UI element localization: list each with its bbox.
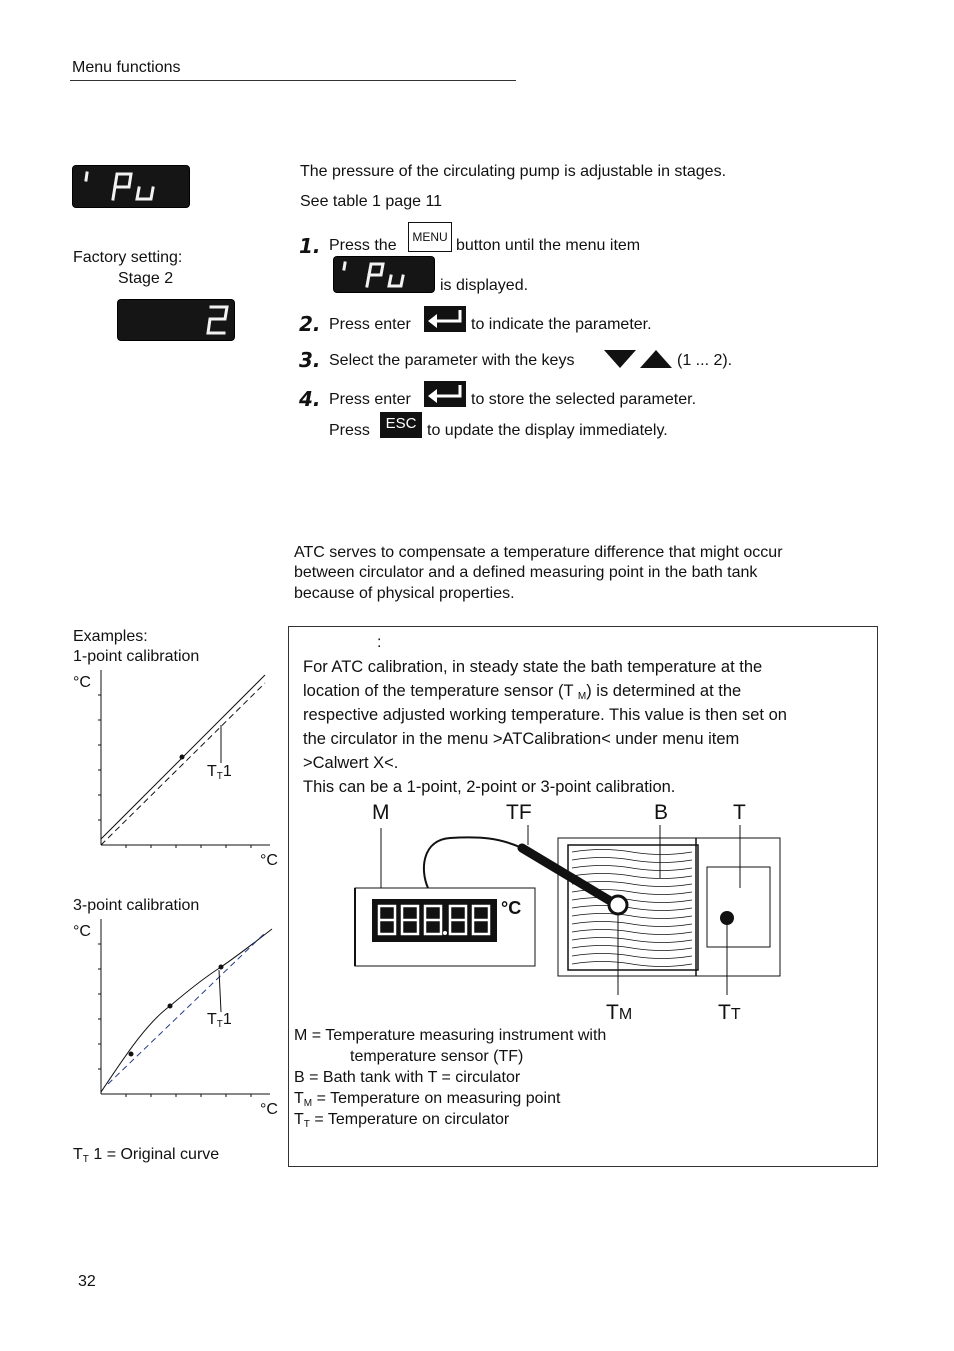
enter-key-icon-2	[424, 381, 466, 407]
step-4-line2: Press	[329, 422, 370, 439]
original-curve-text: 1 = Original curve	[93, 1146, 220, 1163]
factory-setting-value: Stage 2	[118, 270, 174, 287]
chart2-annotation: $T_T1$	[207, 1011, 232, 1030]
legend-tm-sub: M	[303, 1098, 313, 1109]
box-line-2-tail: ) is determined at the	[586, 682, 742, 700]
step-1-text: Press the	[329, 237, 397, 254]
atc-setup-diagram	[350, 820, 790, 1005]
step-1-text-after: button until the menu item	[456, 237, 641, 254]
box-line-6: This can be a 1-point, 2-point or 3-point calibration.	[303, 778, 676, 796]
step-1-number: 1.	[299, 234, 321, 258]
step-3-text: Select the parameter with the keys	[329, 352, 575, 369]
page-number: 32	[78, 1273, 96, 1290]
page-header: Menu functions	[72, 59, 181, 76]
box-line-5: >Calwert X<.	[303, 754, 399, 772]
step-3-text-after: (1 ... 2).	[677, 352, 733, 369]
box-line-4: the circulator in the menu >ATCalibration< under menu item	[303, 730, 740, 748]
step-2-text-after: to indicate the parameter.	[471, 316, 652, 333]
esc-key: ESC	[380, 412, 422, 438]
box-line-3: respective adjusted working temperature. This value is then set on	[303, 706, 787, 724]
atc-intro-2: between circulator and a defined measuring point in the bath tank	[294, 564, 758, 581]
step-3-number: 3.	[299, 348, 321, 372]
diagram-label-t: T	[733, 801, 746, 824]
diagram-label-tt	[718, 1000, 741, 1028]
tt-sub: T	[730, 1006, 741, 1023]
diagram-label-tf: TF	[506, 801, 532, 824]
factory-setting-label: Factory setting:	[73, 249, 183, 266]
tt-t: T	[718, 1001, 731, 1024]
lcd-display-ipu-small	[334, 257, 434, 292]
legend-tt	[294, 1110, 509, 1135]
examples-label: Examples:	[73, 628, 148, 645]
step-4-number: 4.	[299, 387, 321, 411]
diagram-label-b: B	[654, 801, 669, 824]
step-4-text-after: to store the selected parameter.	[471, 391, 697, 408]
tm-sub: M	[618, 1006, 633, 1023]
legend-tt-text: = Temperature on circulator	[309, 1111, 510, 1128]
chart2-annotation-num: 1	[222, 1011, 232, 1028]
legend-tm-pre: T	[294, 1090, 304, 1107]
diagram-label-tm	[606, 1000, 632, 1028]
atc-intro-3: because of physical properties.	[294, 585, 515, 602]
legend-tt-pre: T	[294, 1111, 304, 1128]
lcd-display-stage	[118, 300, 234, 340]
lcd-display-ipu	[73, 166, 189, 207]
pump-intro-line2: See table 1 page 11	[300, 193, 443, 210]
legend-tm-text: = Temperature on measuring point	[312, 1090, 561, 1107]
up-arrow-icon	[640, 350, 672, 368]
chart1-plot	[90, 665, 280, 855]
chart2-ylabel: °C	[73, 923, 91, 940]
chart2-title: 3-point calibration	[73, 897, 200, 914]
legend-b: B = Bath tank with T = circulator	[294, 1069, 521, 1086]
legend-m: M = Temperature measuring instrument with	[294, 1027, 607, 1044]
original-curve-note: $T_T$ 1 = Original curve	[73, 1146, 220, 1165]
chart2-xlabel: °C	[260, 1101, 278, 1118]
box-colon: :	[377, 634, 382, 651]
atc-intro-1: ATC serves to compensate a temperature difference that might occur	[294, 544, 783, 561]
pump-intro-line1: The pressure of the circulating pump is adjustable in stages.	[300, 163, 727, 180]
step-1-line2: is displayed.	[440, 277, 529, 294]
tm-t: T	[606, 1001, 619, 1024]
chart1-ylabel: °C	[73, 674, 91, 691]
diagram-label-m: M	[372, 801, 390, 824]
chart1-title: 1-point calibration	[73, 648, 200, 665]
box-line-2	[303, 681, 741, 707]
enter-key-icon	[424, 306, 466, 332]
legend-m-cont: temperature sensor (TF)	[350, 1048, 524, 1065]
step-2-text: Press enter	[329, 316, 411, 333]
chart2-plot	[90, 914, 280, 1104]
box-line-2-sub: M	[577, 691, 587, 702]
header-rule	[70, 80, 516, 81]
chart1-annotation: $T_T1$	[207, 763, 232, 782]
legend-tt-sub: T	[303, 1119, 310, 1130]
chart1-xlabel: °C	[260, 852, 278, 869]
chart1-annotation-num: 1	[222, 763, 232, 780]
down-arrow-icon	[604, 350, 636, 368]
step-4-line2-after: to update the display immediately.	[427, 422, 668, 439]
box-line-1: For ATC calibration, in steady state the bath temperature at the	[303, 658, 763, 676]
step-2-number: 2.	[299, 312, 321, 336]
box-line-2-start: location of the temperature sensor (T	[303, 682, 574, 700]
menu-key: MENU	[408, 222, 452, 252]
diagram-unit: °C	[501, 898, 522, 918]
step-4-text: Press enter	[329, 391, 411, 408]
